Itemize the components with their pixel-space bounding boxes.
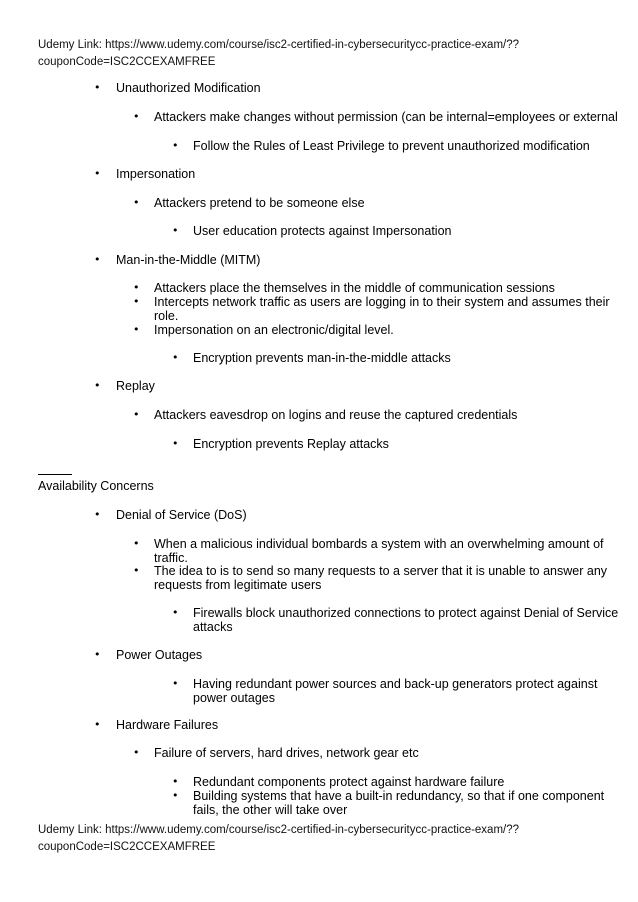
section-heading-availability: Availability Concerns [38, 479, 154, 493]
item-unauthorized-modification: Unauthorized Modification [116, 81, 261, 95]
bullet-icon: • [172, 224, 179, 237]
item-mitm: Man-in-the-Middle (MITM) [116, 253, 261, 267]
bullet-icon: • [133, 295, 140, 308]
bullet-icon: • [94, 508, 101, 521]
subitem-text-continued: requests from legitimate users [154, 578, 322, 592]
subsubitem-text: Follow the Rules of Least Privilege to prevent unauthorized modification [193, 139, 590, 153]
bullet-icon: • [172, 775, 179, 788]
item-replay: Replay [116, 379, 155, 393]
subsubitem-text: Encryption prevents Replay attacks [193, 437, 389, 451]
subsubitem-text: Having redundant power sources and back-up generators protect against [193, 677, 598, 691]
bullet-icon: • [133, 196, 140, 209]
bullet-icon: • [94, 167, 101, 180]
subsubitem-text: Building systems that have a built-in redundancy, so that if one component [193, 789, 605, 803]
subsubitem-text: User education protects against Impersonation [193, 224, 452, 238]
bullet-icon: • [133, 323, 140, 336]
bullet-icon: • [133, 110, 140, 123]
item-power-outages: Power Outages [116, 648, 203, 662]
bullet-icon: • [172, 351, 179, 364]
bullet-icon: • [133, 537, 140, 550]
subitem-text: The idea to is to send so many requests to a server that it is unable to answer any [154, 564, 608, 578]
subitem-text: Attackers eavesdrop on logins and reuse the captured credentials [154, 408, 518, 422]
bullet-icon: • [94, 718, 101, 731]
subsubitem-text-continued: fails, the other will take over [193, 803, 348, 817]
subsubitem-text-continued: power outages [193, 691, 276, 705]
item-hardware-failures: Hardware Failures [116, 718, 219, 732]
subitem-text-continued: role. [154, 309, 179, 323]
subsubitem-text: Firewalls block unauthorized connections to protect against Denial of Service [193, 606, 619, 620]
subitem-text: Failure of servers, hard drives, network gear etc [154, 746, 419, 760]
subitem-text: Attackers place the themselves in the middle of communication sessions [154, 281, 555, 295]
footer-link[interactable]: Udemy Link: https://www.udemy.com/course/isc2-certified-in-cybersecuritycc-practice-exam/??couponCode=ISC2CCEXAMFREE [38, 824, 520, 853]
subitem-text: Attackers pretend to be someone else [154, 196, 365, 210]
bullet-icon: • [133, 746, 140, 759]
bullet-icon: • [172, 139, 179, 152]
bullet-icon: • [133, 408, 140, 421]
subitem-text: Attackers make changes without permission (can be internal=employees or external [154, 110, 618, 124]
bullet-icon: • [172, 677, 179, 690]
bullet-icon: • [172, 437, 179, 450]
item-impersonation: Impersonation [116, 167, 196, 181]
item-dos: Denial of Service (DoS) [116, 508, 247, 522]
subitem-text: Impersonation on an electronic/digital level. [154, 323, 394, 337]
bullet-icon: • [94, 648, 101, 661]
section-divider [38, 474, 72, 475]
subitem-text: When a malicious individual bombards a system with an overwhelming amount of [154, 537, 604, 551]
bullet-icon: • [94, 253, 101, 266]
header-link[interactable]: Udemy Link: https://www.udemy.com/course/isc2-certified-in-cybersecuritycc-practice-exam/??couponCode=ISC2CCEXAMFREE [38, 39, 520, 68]
bullet-icon: • [94, 81, 101, 94]
subsubitem-text: Redundant components protect against hardware failure [193, 775, 505, 789]
bullet-icon: • [133, 281, 140, 294]
subsubitem-text: Encryption prevents man-in-the-middle attacks [193, 351, 451, 365]
subitem-text: Intercepts network traffic as users are logging in to their system and assumes their [154, 295, 610, 309]
bullet-icon: • [172, 606, 179, 619]
bullet-icon: • [94, 379, 101, 392]
subsubitem-text-continued: attacks [193, 620, 233, 634]
bullet-icon: • [172, 789, 179, 802]
subitem-text-continued: traffic. [154, 551, 188, 565]
bullet-icon: • [133, 564, 140, 577]
